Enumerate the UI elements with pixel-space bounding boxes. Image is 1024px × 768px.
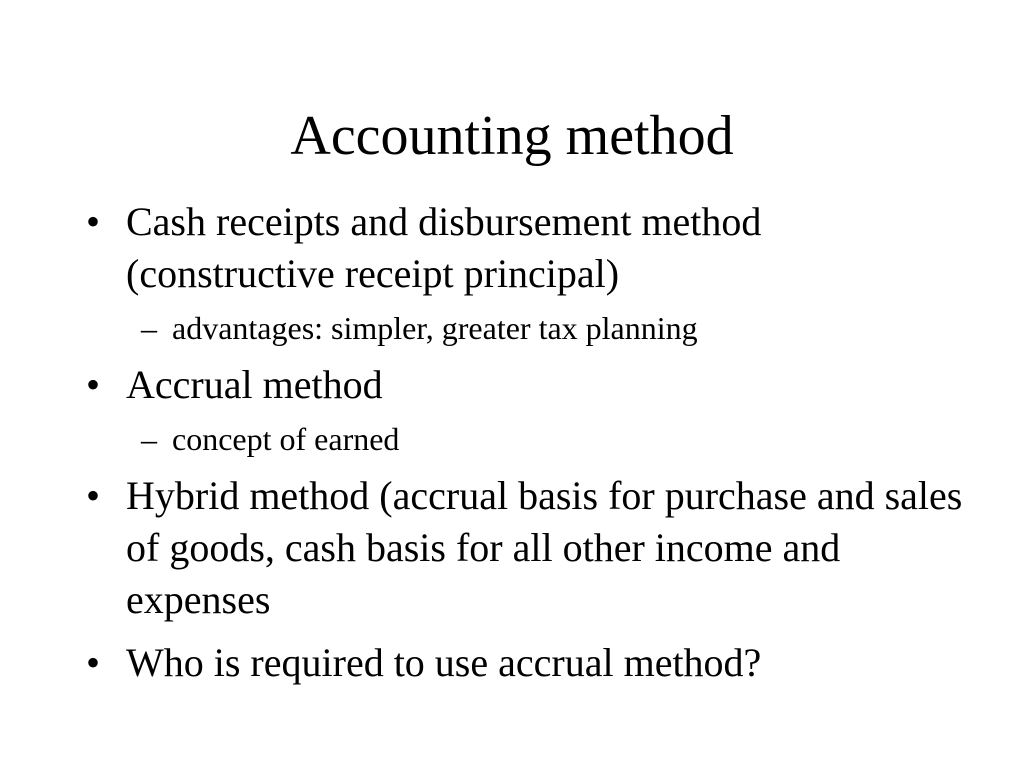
sub-bullet-list — [126, 419, 966, 459]
sub-bullet-item — [141, 419, 966, 459]
bullet-text: Accrual method — [126, 362, 383, 407]
bullet-text: Who is required to use accrual method? — [126, 640, 762, 685]
sub-bullet-marker: – — [141, 421, 157, 457]
sub-bullet-list — [126, 308, 966, 348]
bullet-marker: • — [86, 362, 101, 407]
slide-title: Accounting method — [290, 105, 734, 167]
sub-bullet-item — [141, 308, 966, 348]
bullet-text: Hybrid method (accrual basis for purchase and sales of goods, cash basis for all other income and expenses — [126, 473, 963, 622]
sub-bullet-text: concept of earned — [172, 421, 400, 457]
bullet-marker: • — [86, 199, 101, 244]
sub-bullet-text: advantages: simpler, greater tax planning — [172, 310, 698, 346]
bullet-item — [86, 637, 966, 689]
bullet-text: Cash receipts and disbursement method (constructive receipt principal) — [126, 199, 762, 296]
bullet-marker: • — [86, 640, 101, 685]
bullet-item — [86, 359, 966, 459]
bullet-marker: • — [86, 473, 101, 518]
bullet-list — [86, 196, 966, 700]
bullet-item — [86, 196, 966, 348]
bullet-item — [86, 470, 966, 626]
sub-bullet-marker: – — [141, 310, 157, 346]
